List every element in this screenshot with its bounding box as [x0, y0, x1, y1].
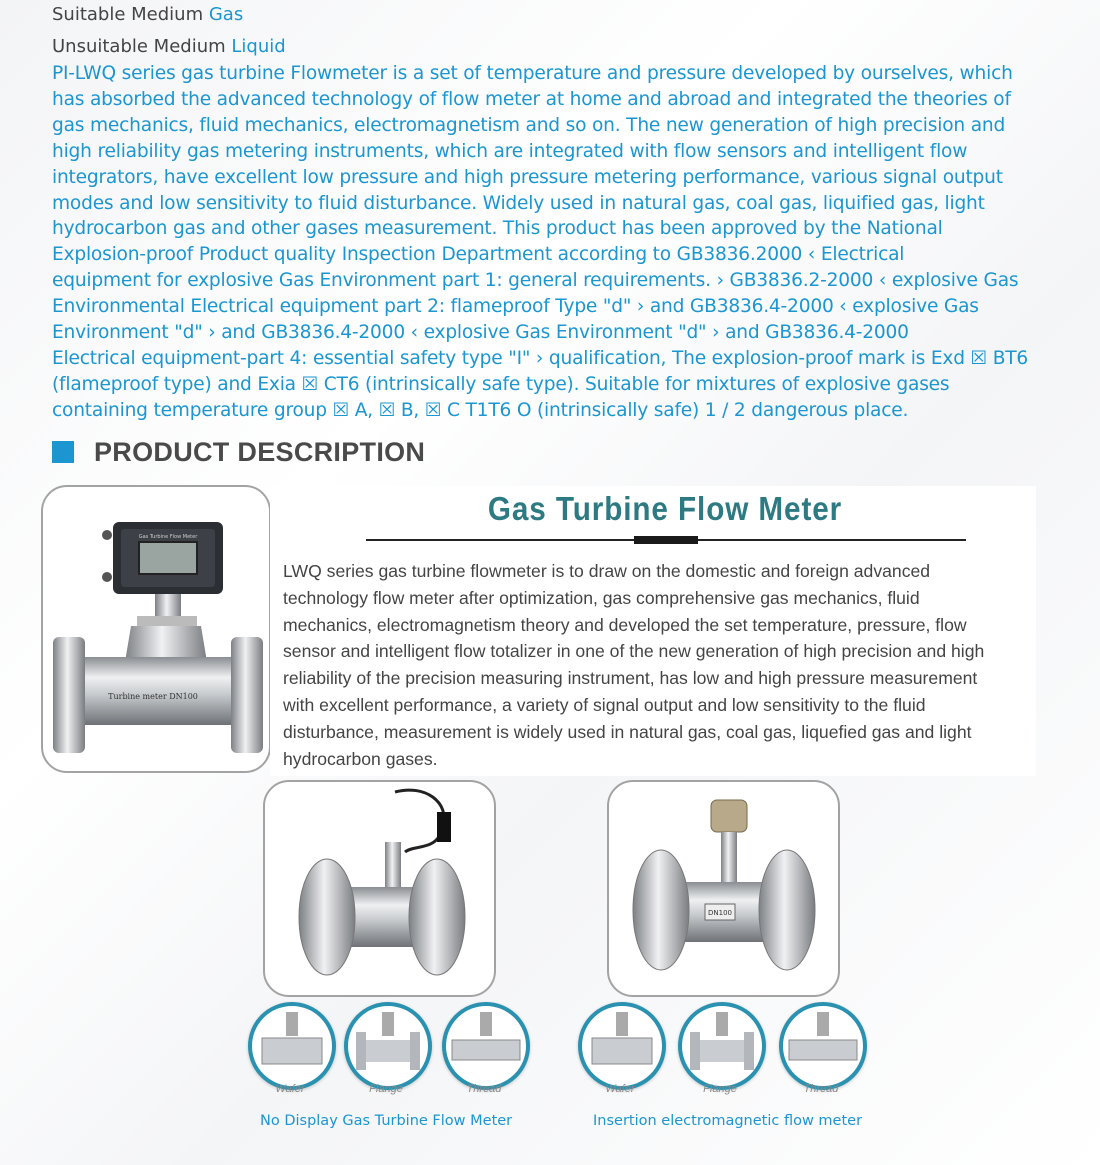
intro-line: Environmental Electrical equipment part 2: flameproof Type "d" › and GB3836.4-2000 ‹ explosive Gas [52, 296, 979, 318]
intro-line: equipment for explosive Gas Environment part 1: general requirements. › GB3836.2-2000 ‹ explosive Gas [52, 270, 1019, 292]
product-caption-no-display: No Display Gas Turbine Flow Meter [260, 1113, 513, 1129]
variant-label: Wafer [605, 1083, 635, 1095]
spec-label: Suitable Medium [52, 4, 209, 25]
description-text [283, 558, 1043, 772]
description-line: disturbance, measurement is widely used in natural gas, coal gas, liquefied gas and light [283, 721, 972, 742]
description-line: with excellent performance, a variety of signal output and low sensitivity to the fluid [283, 694, 926, 715]
title-divider-accent [634, 536, 698, 544]
product-image-insertion [607, 780, 840, 997]
intro-line: high reliability gas metering instruments, which are integrated with flow sensors and intelligent flow [52, 140, 968, 162]
description-line: reliability of the precision measuring instrument, has low and high pressure measurement [283, 668, 978, 689]
variant-flange [338, 1002, 434, 1102]
description-line: mechanics, electromagnetism theory and developed the set temperature, pressure, flow [283, 614, 967, 635]
description-line: LWQ series gas turbine flowmeter is to draw on the domestic and foreign advanced [283, 561, 931, 581]
variant-flange-icon [682, 1006, 762, 1086]
variant-label: Thread [466, 1083, 502, 1095]
spec-suitable-medium [52, 4, 243, 25]
intro-line: PI-LWQ series gas turbine Flowmeter is a set of temperature and pressure developed by ourselves, which [52, 63, 1013, 84]
intro-line: containing temperature group ☒ A, ☒ B, ☒ C T1T6 O (intrinsically safe) 1 / 2 dangerous place. [52, 399, 909, 421]
section-heading [52, 435, 425, 469]
intro-line: has absorbed the advanced technology of flow meter at home and abroad and integrated the theories of [52, 88, 1011, 110]
spec-value: Liquid [231, 36, 286, 57]
variant-label: Flange [703, 1083, 737, 1095]
spec-value: Gas [208, 4, 244, 25]
variant-wafer-icon [252, 1006, 332, 1086]
product-caption-insertion: Insertion electromagnetic flow meter [593, 1113, 863, 1129]
variant-flange-icon [348, 1006, 428, 1086]
product-image-no-display [263, 780, 496, 997]
intro-line: modes and low sensitivity to fluid disturbance. Widely used in natural gas, coal gas, liquified gas, light [52, 192, 985, 214]
meter-plate-text: Turbine meter DN100 [108, 692, 198, 701]
description-panel [270, 486, 1036, 776]
section-marker [52, 441, 74, 463]
variant-label: Wafer [275, 1083, 305, 1095]
description-line: technology flow meter after optimization, gas comprehensive gas mechanics, fluid [283, 587, 920, 608]
flow-meter-sensor-illustration [265, 782, 494, 995]
intro-line: integrators, have excellent low pressure and high pressure metering performance, various signal output [52, 166, 1003, 188]
section-title: PRODUCT DESCRIPTION [94, 436, 426, 467]
description-line: hydrocarbon gases. [283, 748, 438, 769]
intro-line: gas mechanics, fluid mechanics, electromagnetism and so on. The new generation of high precision and [52, 114, 1006, 136]
intro-line: hydrocarbon gas and other gases measurement. This product has been approved by the National [52, 218, 943, 240]
intro-line: Explosion-proof Product quality Inspection Department according to GB3836.2000 ‹ Electrical [52, 244, 905, 266]
intro-line: (flameproof type) and Exia ☒ CT6 (intrinsically safe type). Suitable for mixtures of explosive gases [52, 373, 950, 395]
flow-meter-transmitter-illustration [609, 782, 838, 995]
variant-wafer [242, 1002, 338, 1102]
main-product-image [41, 485, 271, 773]
variant-thread [773, 1002, 869, 1102]
variant-thread-icon [783, 1006, 863, 1086]
description-line: sensor and intelligent flow totalizer in one of the new generation of high precision and high [283, 641, 985, 662]
display-caption: Gas Turbine Flow Meter [138, 534, 198, 540]
variant-thread [436, 1002, 532, 1102]
spec-label: Unsuitable Medium [52, 36, 232, 57]
variant-wafer [572, 1002, 668, 1102]
variant-label: Thread [803, 1083, 839, 1095]
intro-paragraph [52, 61, 1042, 424]
variant-wafer-icon [582, 1006, 662, 1086]
variant-thread-icon [446, 1006, 526, 1086]
variant-flange [672, 1002, 768, 1102]
description-title: Gas Turbine Flow Meter [487, 490, 843, 527]
meter-plate-text: DN100 [708, 909, 732, 917]
spec-unsuitable-medium [52, 36, 286, 57]
variant-label: Flange [369, 1083, 403, 1095]
flow-meter-with-display-illustration [43, 487, 269, 771]
intro-line: Environment "d" › and GB3836.4-2000 ‹ explosive Gas Environment "d" › and GB3836.4-2000 [52, 322, 909, 344]
intro-line: Electrical equipment-part 4: essential safety type "I" › qualification, The explosion-proof mark is Exd ☒ BT6 [52, 347, 1029, 369]
